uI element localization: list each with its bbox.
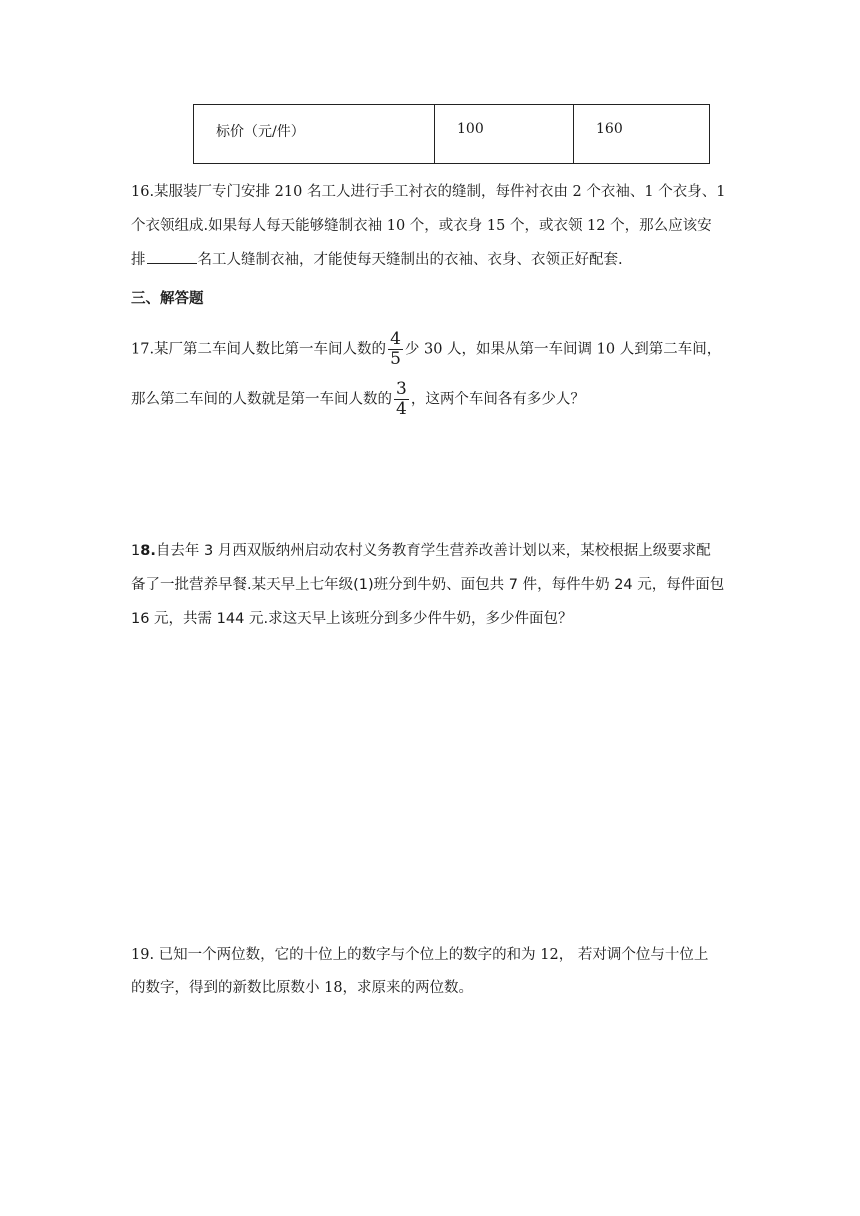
q16-line-3: 排 名工人缝制衣袖，才能使每天缝制出的衣袖、衣身、衣领正好配套. [131,248,623,269]
table-cell-value-2: 160 [574,105,710,164]
table-row [194,105,710,164]
q17-line-1: 17.某厂第二车间人数比第一车间人数的 $\frac{4}{5}$ 少 30 人，如果从第一车间调 10 人到第二车间， [131,329,722,369]
q16-line-2: 个衣领组成.如果每人每天能够缝制衣袖 10 个，或衣身 15 个，或衣领 12 个，那么应该安 [131,218,712,234]
table-cell-value-1: 100 [435,105,574,164]
q16-line-1: 16.某服装厂专门安排 210 名工人进行手工衬衣的缝制，每件衬衣由 2 个衣袖、1 个衣身、1 [131,184,726,200]
table-cell-label: 标价（元/件） [194,105,435,164]
q18-line-3: 16 元，共需 144 元.求这天早上该班分到多少件牛奶，多少件面包？ [131,611,573,627]
price-table [193,104,710,164]
q18-line-2: 备了一批营养早餐.某天早上七年级(1)班分到牛奶、面包共 7 件，每件牛奶 24 元，每件面包 [131,577,725,593]
q19-line-2: 的数字，得到的新数比原数小 18，求原来的两位数。 [131,980,474,996]
answer-blank [147,249,197,264]
q17-line-2: 那么第二车间的人数就是第一车间人数的 $\frac{3}{4}$ ，这两个车间各有多少人？ [131,379,585,419]
fraction-three-quarters: $\frac{3}{4}$ [396,379,407,419]
fraction-four-fifths: $\frac{4}{5}$ [390,329,401,369]
q18-line-1: 18.自去年 3 月西双版纳州启动农村义务教育学生营养改善计划以来，某校根据上级要求配 [131,543,711,559]
q19-line-1: 19. 已知一个两位数，它的十位上的数字与个位上的数字的和为 12， 若对调个位与十位上 [131,947,709,963]
section-title: 三、解答题 [131,291,204,307]
